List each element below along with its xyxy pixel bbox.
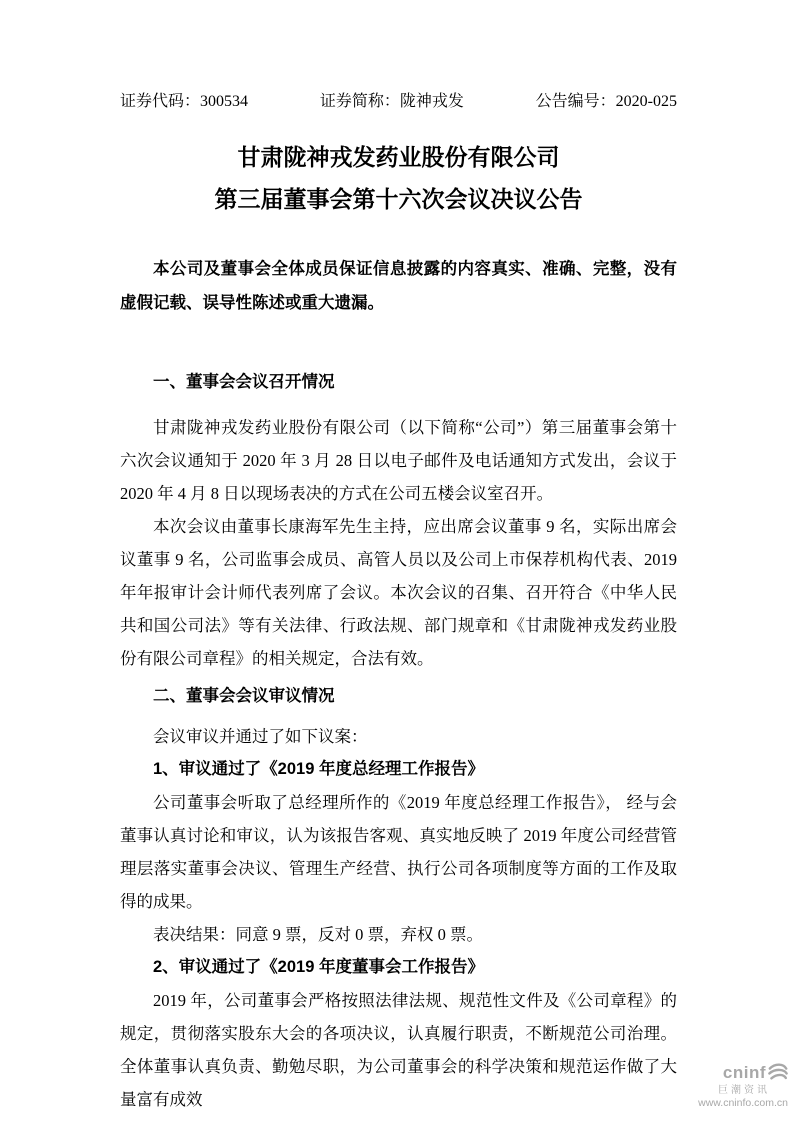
disclaimer-statement: 本公司及董事会全体成员保证信息披露的内容真实、准确、完整，没有虚假记载、误导性陈述或重大遗漏。	[120, 260, 677, 312]
title-line-1: 甘肃陇神戎发药业股份有限公司	[237, 144, 560, 170]
section-1-paragraph-1: 甘肃陇神戎发药业股份有限公司（以下简称“公司”）第三届董事会第十六次会议通知于 2020 年 3 月 28 日以电子邮件及电话通知方式发出，会议于 2020 年 4 月 8 日以现场表决的方式在公司五楼会议室召开。	[120, 418, 677, 503]
document-title	[120, 136, 677, 220]
title-line-2: 第三届董事会第十六次会议决议公告	[214, 186, 583, 212]
cninfo-watermark	[698, 1062, 788, 1110]
section-2-intro: 会议审议并通过了如下议案：	[153, 727, 368, 746]
item-2-heading: 2、审议通过了《2019 年度董事会工作报告》	[153, 958, 484, 976]
item-1-vote-result: 表决结果：同意 9 票，反对 0 票，弃权 0 票。	[153, 925, 483, 944]
document-page	[120, 92, 677, 1116]
cninfo-chinese-name: 巨潮资讯	[718, 1085, 770, 1097]
section-2-heading: 二、董事会会议审议情况	[153, 687, 335, 705]
cninfo-url: www.cninfo.com.cn	[698, 1097, 788, 1110]
cninfo-brand-text: cninf	[722, 1062, 766, 1082]
section-1-paragraph-2: 本次会议由董事长康海军先生主持，应出席会议董事 9 名，实际出席会议董事 9 名，公司监事会成员、高管人员以及公司上市保荐机构代表、2019 年年报审计会计师代表列席了会议。本次会议的召集、召开符合《中华人民共和国公司法》等有关法律、行政法规、部门规章和《甘肃陇神戎发药业股份有限公司章程》的相关规定，合法有效。	[120, 517, 677, 668]
document-header	[120, 92, 677, 112]
item-2-paragraph: 2019 年，公司董事会严格按照法律法规、规范性文件及《公司章程》的规定，贯彻落实股东大会的各项决议，认真履行职责，不断规范公司治理。全体董事认真负责、勤勉尽职，为公司董事会的科学决策和规范运作做了大量富有成效	[120, 991, 677, 1109]
stock-short-name: 证券简称：陇神戎发	[319, 93, 464, 110]
item-1-paragraph: 公司董事会听取了总经理所作的《2019 年度总经理工作报告》， 经与会董事认真讨论和审议，认为该报告客观、真实地反映了 2019 年度公司经营管理层落实董事会决议、管理生产经营、执行公司各项制度等方面的工作及取得的成果。	[120, 793, 677, 911]
cninfo-logo-icon	[768, 1062, 788, 1085]
announcement-number: 公告编号：2020-025	[535, 93, 677, 110]
item-1-heading: 1、审议通过了《2019 年度总经理工作报告》	[153, 760, 484, 778]
section-1-heading: 一、董事会会议召开情况	[153, 373, 335, 391]
stock-code: 证券代码：300534	[120, 93, 249, 110]
